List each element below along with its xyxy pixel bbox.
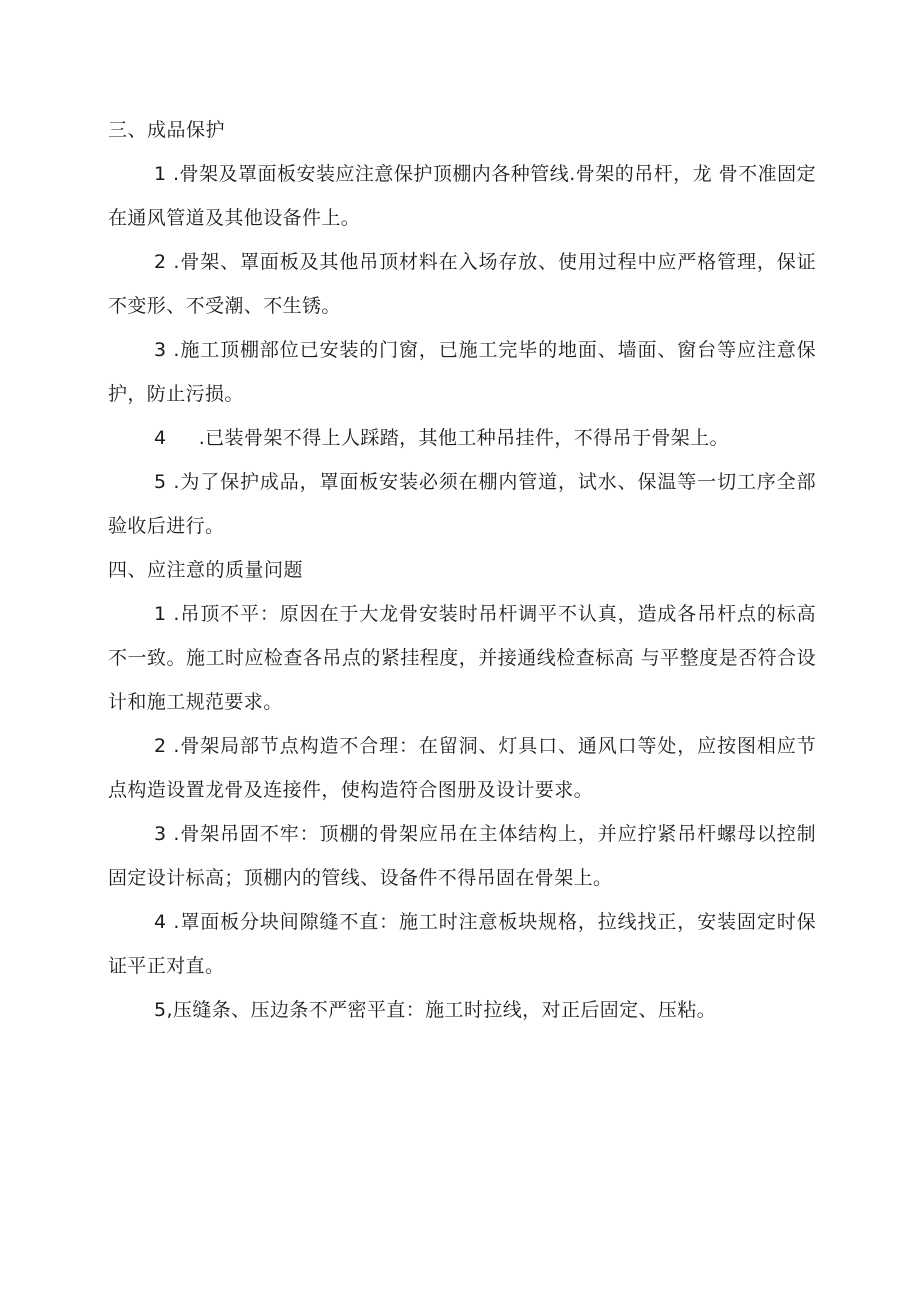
item-number: 4 [154,427,167,449]
item-number: 5, [154,999,173,1021]
item-text: .罩面板分块间隙缝不直：施工时注意板块规格，拉线找正，安装固定时保证平正对直。 [108,911,816,977]
item-number: 4 [154,911,167,933]
item-number: 2 [154,735,167,757]
item-text: .骨架局部节点构造不合理：在留洞、灯具口、通风口等处，应按图相应节点构造设置龙骨及连接件，使构造符合图册及设计要求。 [108,735,816,801]
paragraph-item [108,724,816,812]
item-text: .施工顶棚部位已安装的门窗，已施工完毕的地面、墙面、窗台等应注意保护，防止污损。 [108,339,816,405]
item-number: 2 [154,251,167,273]
paragraph-item [108,592,816,724]
item-text: .骨架及罩面板安装应注意保护顶棚内各种管线.骨架的吊杆，龙 骨不准固定在通风管道及其他设备件上。 [108,163,816,229]
item-text: .吊顶不平：原因在于大龙骨安装时吊杆调平不认真，造成各吊杆点的标高不一致。施工时应检查各吊点的紧挂程度，并接通线检查标高 与平整度是否符合设计和施工规范要求。 [108,603,816,713]
paragraph-item [108,328,816,416]
paragraph-item [108,152,816,240]
paragraph-item [108,812,816,900]
item-text: .已装骨架不得上人踩踏，其他工种吊挂件，不得吊于骨架上。 [172,427,729,449]
item-number: 5 [154,471,167,493]
paragraph-item [108,460,816,548]
section-heading-finished-product-protection: 三、成品保护 [108,119,226,141]
item-number: 3 [154,823,167,845]
paragraph-item [108,900,816,988]
item-text: .骨架、罩面板及其他吊顶材料在入场存放、使用过程中应严格管理，保证不变形、不受潮、不生锈。 [108,251,816,317]
item-number: 1 [154,603,167,625]
item-text: .骨架吊固不牢：顶棚的骨架应吊在主体结构上，并应拧紧吊杆螺母以控制固定设计标高；顶棚内的管线、设备件不得吊固在骨架上。 [108,823,816,889]
paragraph-item [108,240,816,328]
item-text: .为了保护成品，罩面板安装必须在棚内管道，试水、保温等一切工序全部验收后进行。 [108,471,816,537]
section-heading-quality-issues: 四、应注意的质量问题 [108,559,304,581]
paragraph-item [108,416,816,460]
item-number: 3 [154,339,167,361]
document-body [108,108,816,1032]
item-number: 1 [154,163,167,185]
item-text: 压缝条、压边条不严密平直：施工时拉线，对正后固定、压粘。 [172,999,717,1021]
paragraph-item [108,988,816,1032]
